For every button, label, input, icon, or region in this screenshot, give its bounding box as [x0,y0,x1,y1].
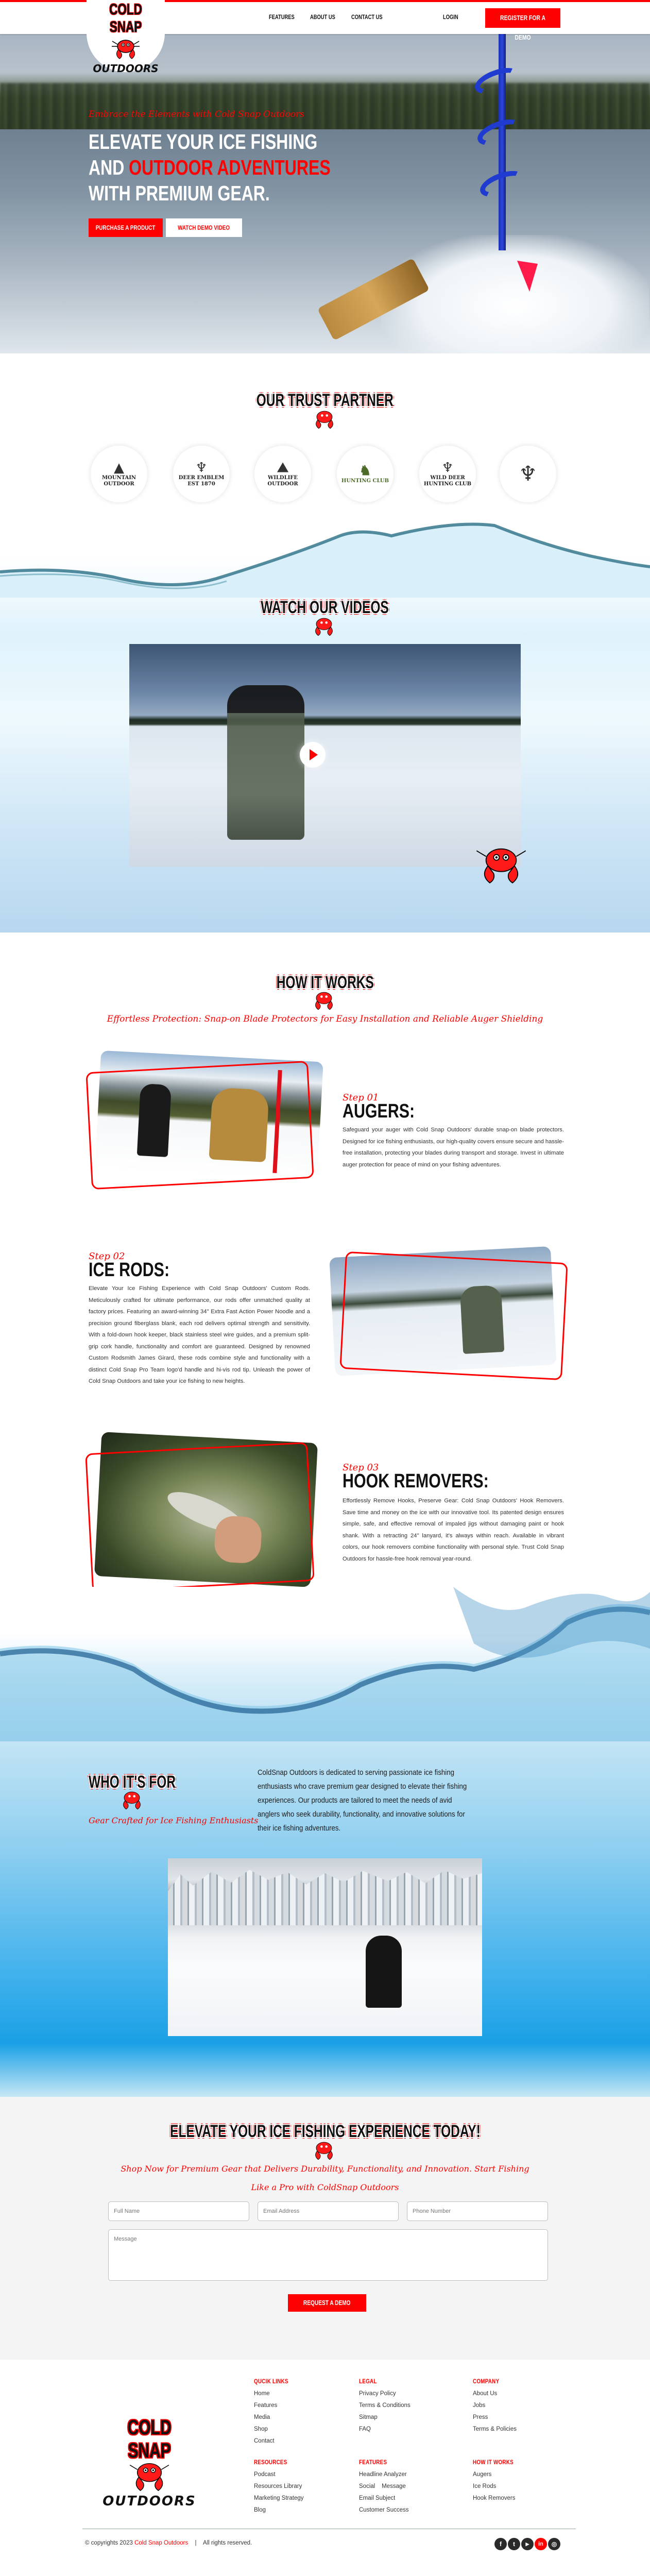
nav-about-us[interactable]: ABOUT US [310,13,335,21]
watch-demo-video-label: WATCH DEMO VIDEO [178,224,230,231]
partner-logo-mountain-outdoor[interactable] [91,446,147,502]
social-links [494,2538,560,2550]
partner-logo-hunting-club[interactable] [337,446,394,502]
twitter-icon[interactable]: t [508,2538,520,2550]
how-it-works-subtitle: Effortless Protection: Snap-on Blade Protectors for Easy Installation and Reliable Auger Shielding [107,1014,543,1024]
logo-wordmark-top: COLD SNAP [109,1,142,36]
who-its-for-heading: WHO IT'S FOR [89,1772,176,1792]
footer-link-ice-rods[interactable]: Ice Rods [473,2483,497,2489]
seated-fisherman-image [366,1936,402,2008]
crab-mascot-icon [310,2138,338,2162]
who-its-for-text: ColdSnap Outdoors is dedicated to serving passionate ice fishing enthusiasts who crave premium gear designed to elevate their fishing experiences. Our products are tailored to meet the needs of avid anglers who seek durability, functionality, and innovative solutions for their ice fishing adventures. [258,1769,467,1833]
footer-link-marketing-strategy[interactable]: Marketing Strategy [254,2495,304,2501]
who-its-for-subtitle: Gear Crafted for Ice Fishing Enthusiasts [89,1816,259,1825]
hero-title-red-part: OUTDOOR ADVENTURES [129,156,331,179]
partner-sub: OUTDOOR [267,481,298,487]
full-name-input[interactable] [108,2201,249,2221]
footer-link-podcast[interactable]: Podcast [254,2471,276,2478]
partner-name: MOUNTAIN [101,475,136,481]
purchase-product-label: PURCHASE A PRODUCT [96,224,156,231]
facebook-icon[interactable]: f [494,2538,507,2550]
copyright-prefix: © copyrights 2023 [85,2540,133,2546]
footer-link-headline-analyzer[interactable]: Headline Analyzer [359,2471,407,2478]
water-wave-decoration [0,515,650,598]
step-3-label: Step 03 [343,1462,379,1473]
footer-link-terms-policies[interactable]: Terms & Policies [473,2426,517,2432]
partners-heading: OUR TRUST PARTNER [256,391,394,410]
step-3-text: Effortlessly Remove Hooks, Preserve Gear: Cold Snap Outdoors' Hook Removers. Save time and money on the ice with our innovative tool. Its patented design ensures simple, safe, and effective removal of impaled jigs without damaging paint or hook shank. With a retracting 24" lanyard, it's always within reach. Available in vibrant colors, our hook removers combine functionality with personal style. Trust Cold Snap Outdoors for hassle-free hook removal year-round. [343,1498,564,1562]
footer-link-contact[interactable]: Contact [254,2438,275,2444]
request-demo-label: REQUEST A DEMO [303,2299,351,2307]
footer-heading: LEGAL [359,2378,377,2385]
footer-col-resources [254,2459,357,2516]
step-1-text: Safeguard your auger with Cold Snap Outdoors' durable snap-on blade protectors. Designed for ice fishing enthusiasts, our high-quality covers ensure secure and hassle-free installation, protecting your blades during transport and storage. Invest in ultimate auger protection for peace of mind on your fishing adventures. [343,1127,564,1168]
logo-wordmark-bottom: OUTDOORS [93,62,159,75]
footer-link-privacy-policy[interactable]: Privacy Policy [359,2391,396,2397]
step-2-title: ICE RODS: [89,1259,170,1281]
crab-mascot-icon [310,988,338,1012]
deer-antlers-icon: ♆ [195,460,208,476]
youtube-icon[interactable]: ▶ [521,2538,534,2550]
message-textarea[interactable] [108,2229,548,2281]
deer-silhouette-icon: ♆ [441,460,454,476]
footer-heading: HOW IT WORKS [473,2459,514,2466]
partner-logo-wildlife-outdoor[interactable] [254,446,311,502]
copyright-text [85,2540,252,2546]
footer-link-social-message[interactable]: Social Message [359,2483,406,2489]
footer-col-features [359,2459,462,2516]
crab-mascot-icon [110,36,141,61]
watch-demo-video-button[interactable] [166,218,242,237]
footer-col-legal [359,2378,462,2435]
partner-logo-deer-emblem[interactable] [173,446,230,502]
footer-logo[interactable] [93,2416,206,2509]
nav-contact-us[interactable]: CONTACT US [351,13,383,21]
footer-link-media[interactable]: Media [254,2414,270,2420]
play-video-button[interactable] [300,742,326,768]
step-1-label: Step 01 [343,1092,379,1103]
partner-sub: HUNTING CLUB [423,481,472,487]
partner-sub: OUTDOOR [104,481,134,487]
footer-link-home[interactable]: Home [254,2391,270,2397]
hero-title-white-part: AND [89,156,129,179]
crab-mascot-icon [121,2458,178,2494]
partner-name: WILDLIFE [267,475,298,481]
copyright-brand-link[interactable]: Cold Snap Outdoors [134,2540,189,2546]
hero-treeline-background [0,83,650,129]
footer-heading: COMPANY [473,2378,500,2385]
cta-heading: ELEVATE YOUR ICE FISHING EXPERIENCE TODAY! [169,2122,481,2141]
hero-title-line-3: WITH PREMIUM GEAR. [89,181,270,205]
partner-logo-deer-head[interactable] [500,446,556,502]
wildlife-badge-icon: ⛰ [277,460,288,476]
footer-col-how-it-works [473,2459,576,2504]
deer-head-icon: ♆ [519,462,537,486]
hero-title-line-2 [89,155,331,180]
partner-name: DEER EMBLEM [178,475,225,481]
footer-logo-bottom: OUTDOORS [102,2494,196,2509]
hero-title [89,129,331,206]
partner-name: HUNTING CLUB [341,478,389,484]
instagram-icon[interactable]: ◎ [548,2538,560,2550]
footer-col-quick-links [254,2378,357,2447]
crab-mascot-icon [473,841,529,887]
snowy-forest-image [168,1869,482,1925]
footer-link-sitemap[interactable]: Sitmap [359,2414,378,2420]
linkedin-icon[interactable]: in [535,2538,547,2550]
partner-sub: EST 1870 [187,481,215,487]
footer-link-resources-library[interactable]: Resources Library [254,2483,302,2489]
phone-number-input[interactable] [407,2201,548,2221]
step-2-label: Step 02 [89,1251,125,1262]
crab-mascot-icon [117,1788,146,1811]
mountain-icon: ▲ [114,460,124,476]
footer-link-terms-conditions[interactable]: Terms & Conditions [359,2402,410,2409]
partner-name: WILD DEER [430,475,465,481]
step-2-frame [339,1251,568,1380]
deer-icon: ♞ [359,463,371,479]
partner-logo-wild-deer[interactable] [419,446,476,502]
footer-link-press[interactable]: Press [473,2414,488,2420]
footer-link-email-subject[interactable]: Email Subject [359,2495,396,2501]
register-demo-label: REGISTER FOR A DEMO [500,14,546,41]
footer-link-hook-removers[interactable]: Hook Removers [473,2495,516,2501]
request-demo-button[interactable] [288,2294,366,2312]
footer-heading: FEATURES [359,2459,387,2466]
footer-col-company [473,2378,576,2435]
crab-mascot-icon [310,614,338,638]
purchase-product-button[interactable] [89,218,163,237]
videos-heading: WATCH OUR VIDEOS [261,598,389,617]
site-logo[interactable] [87,0,165,75]
how-it-works-heading: HOW IT WORKS [276,973,374,992]
play-icon [310,749,318,760]
footer-heading: QUCIK LINKS [254,2378,288,2385]
crab-mascot-icon [310,407,339,431]
water-splash-divider [0,1587,650,1741]
login-link[interactable]: LOGIN [443,13,458,21]
hero-title-line-1: ELEVATE YOUR ICE FISHING [89,130,318,154]
footer-heading: RESOURCES [254,2459,287,2466]
water-splash-icon [0,1587,650,1741]
register-demo-button[interactable] [485,8,560,41]
footer-link-blog[interactable]: Blog [254,2507,266,2513]
copyright-separator: | [195,2540,197,2546]
email-address-input[interactable] [258,2201,399,2221]
nav-features[interactable]: FEATURES [269,13,295,21]
who-its-for-image [168,1858,482,2036]
footer-logo-top: COLD SNAP [127,2416,172,2462]
video-thumbnail-fisherman [227,685,304,840]
footer-link-shop[interactable]: Shop [254,2426,268,2432]
footer-link-customer-success[interactable]: Customer Success [359,2507,409,2513]
footer-link-jobs[interactable]: Jobs [473,2402,486,2409]
copyright-suffix: All rights reserved. [203,2540,252,2546]
step-1-title: AUGERS: [343,1100,415,1122]
cta-subtitle: Shop Now for Premium Gear that Delivers Durability, Functionality, and Innovation. Start Fishing Like a Pro with ColdSnap Outdoors [121,2164,529,2192]
step-3-frame [85,1442,315,1592]
step-2-text: Elevate Your Ice Fishing Experience with Cold Snap Outdoors' Custom Rods. Meticulously crafted for ultimate performance, our rods offer unmatched quality at factory prices. Featuring an award-winning 34" Extra Fast Action Power Noodle and a precision ground fiberglass blank, each rod delivers optimal strength and sensitivity. With a fold-down hook keeper, black stainless steel wire guides, and a premium split-grip cork handle, functionality and comfort are guaranteed. Designed by renowned Custom Rodsmith James Girard, these rods combine style and functionality with a distinct Cold Snap Pro Team logo'd handle and hi-vis rod tip. Unleash the power of Cold Snap Outdoors and take your ice fishing to new heights. [89,1285,310,1384]
step-3-title: HOOK REMOVERS: [343,1470,489,1492]
footer-link-about-us[interactable]: About Us [473,2391,498,2397]
who-heading-wrap [89,1772,210,1792]
step-1-frame [85,1061,314,1190]
footer-link-augers[interactable]: Augers [473,2471,492,2478]
hero-tagline: Embrace the Elements with Cold Snap Outdoors [89,109,304,120]
footer-link-faq[interactable]: FAQ [359,2426,371,2432]
footer-link-features[interactable]: Features [254,2402,278,2409]
